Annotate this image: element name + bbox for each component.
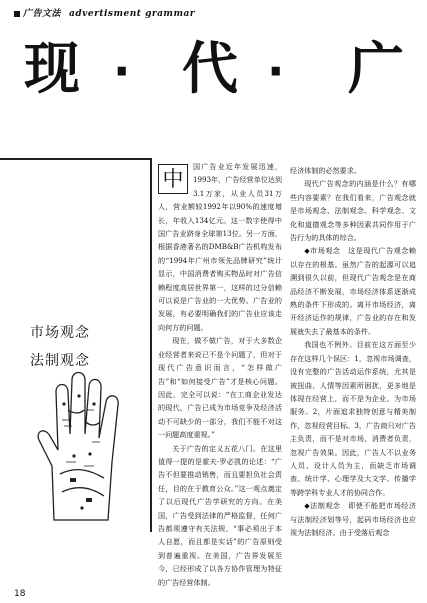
body-column-b bbox=[290, 164, 416, 539]
left-title-law: 法制观念 bbox=[30, 353, 90, 369]
paragraph-a1 bbox=[158, 160, 282, 334]
section-header bbox=[14, 6, 195, 19]
paragraph-b4: 我国也不例外。目前在这方面至少存在这样几个误区：1，忽视市场调查，没有完整的广告活动运作系统，尤其是被扭曲、人情等因素所困扰，更多地是体现在经营上，而不是为企业、为市场服务。2，片面追求独特创意与精美制作，忽视经营目标。3，广告商只对广告主负责，而不是对市场、消费者负责，忽视广告效果。因此，广告人不以业务人员、设计人员为主，而缺乏市场调查、统计学、心理学及大文学、传播学等跨学科专业人才的协同合作。 bbox=[290, 340, 416, 497]
paragraph-a2: 现在，做不做广告，对于大多数企业经营者来说已不是个问题了，但对于现代广告意识而言，“怎样做广告”和“如何接受广告”才是核心问题。因此，完全可以说：“在工商企业发达的现代，广告已成为市场竞争及经济活动不可缺少的一部分，我们不能不对这一问题高度重视。” bbox=[158, 336, 282, 440]
paragraph-a1-text: 国广告业近年发展迅速，1993年，广告经营单位达到3.1万家，从业人员31万人，营业额较1992年以90%的速度增长，年收入134亿元。这一数字使得中国广告业跻身全球第13位。另一方面，根据香港著名的DMB&B广告机构发布的“1994年广州市领先品牌研究”统计显示，中国消费者购买物品时对广告信赖程度高居世界第一，这样的过分信赖可以说是广告业的一大优势。广告业的发展，有必要明确我们的广告业应该走向何方的问题。 bbox=[158, 162, 282, 332]
square-bullet-icon bbox=[14, 11, 20, 17]
section-label: 广告文法 bbox=[23, 9, 62, 19]
drop-cap: 中 bbox=[158, 164, 188, 194]
paragraph-a3: 关于广告的定义五花八门。在这里值得一提的是霍夫·罗必凯的论述：“广告不但要推动销售，而且要担负社会责任，目的在于教育公众。”这一观点奠定了以后现代广告学研究的方向。在美国，广告受到法律的严格监督，任何广告都须遵守有关法规，“事必须出于本人自愿，而且都是实话”的广告原则受到普遍重视。在美国，广告界发展至今，已经形成了以各方协作管理为特征的广告经营体制。 bbox=[158, 443, 282, 587]
left-title-market: 市场观念 bbox=[30, 325, 90, 341]
page-number: 18 bbox=[14, 589, 26, 599]
paragraph-b2: 现代广告观念的内涵是什么？有哪些内容要素？在我们看来，广告观念就是市场观念、法制观念、科学观念、文化和道德观念等多种因素共同作用于广告行为的具体的综合。 bbox=[290, 179, 416, 243]
body-column-a bbox=[158, 160, 282, 589]
hand-illustration bbox=[24, 370, 136, 526]
title-dot-1: · bbox=[113, 44, 131, 98]
title-char-2: 代 bbox=[182, 37, 238, 102]
title-char-3: 广 bbox=[348, 37, 404, 102]
section-label-en: advertisment grammar bbox=[69, 9, 196, 19]
paragraph-b1: 经济体制的必然要求。 bbox=[290, 166, 361, 175]
title-char-1: 现 bbox=[24, 37, 80, 102]
title-dot-2: · bbox=[267, 44, 285, 98]
paragraph-b3: ◆市场观念 这是现代广告观念赖以存在的根基。虽然广告的起源可以追溯到很久以前，但现代广告观念是在商品经济不断发展，市场经济体系逐渐成熟的条件下形成的。离开市场经济，离开经济运作的规律，广告业的存在和发展就失去了最基本的条件。 bbox=[290, 246, 416, 336]
paragraph-b5: ◆法制观念 即使不能把市场经济与法制经济划等号，起码市场经济也应视为法制经济。由于受落后观念 bbox=[290, 501, 416, 537]
